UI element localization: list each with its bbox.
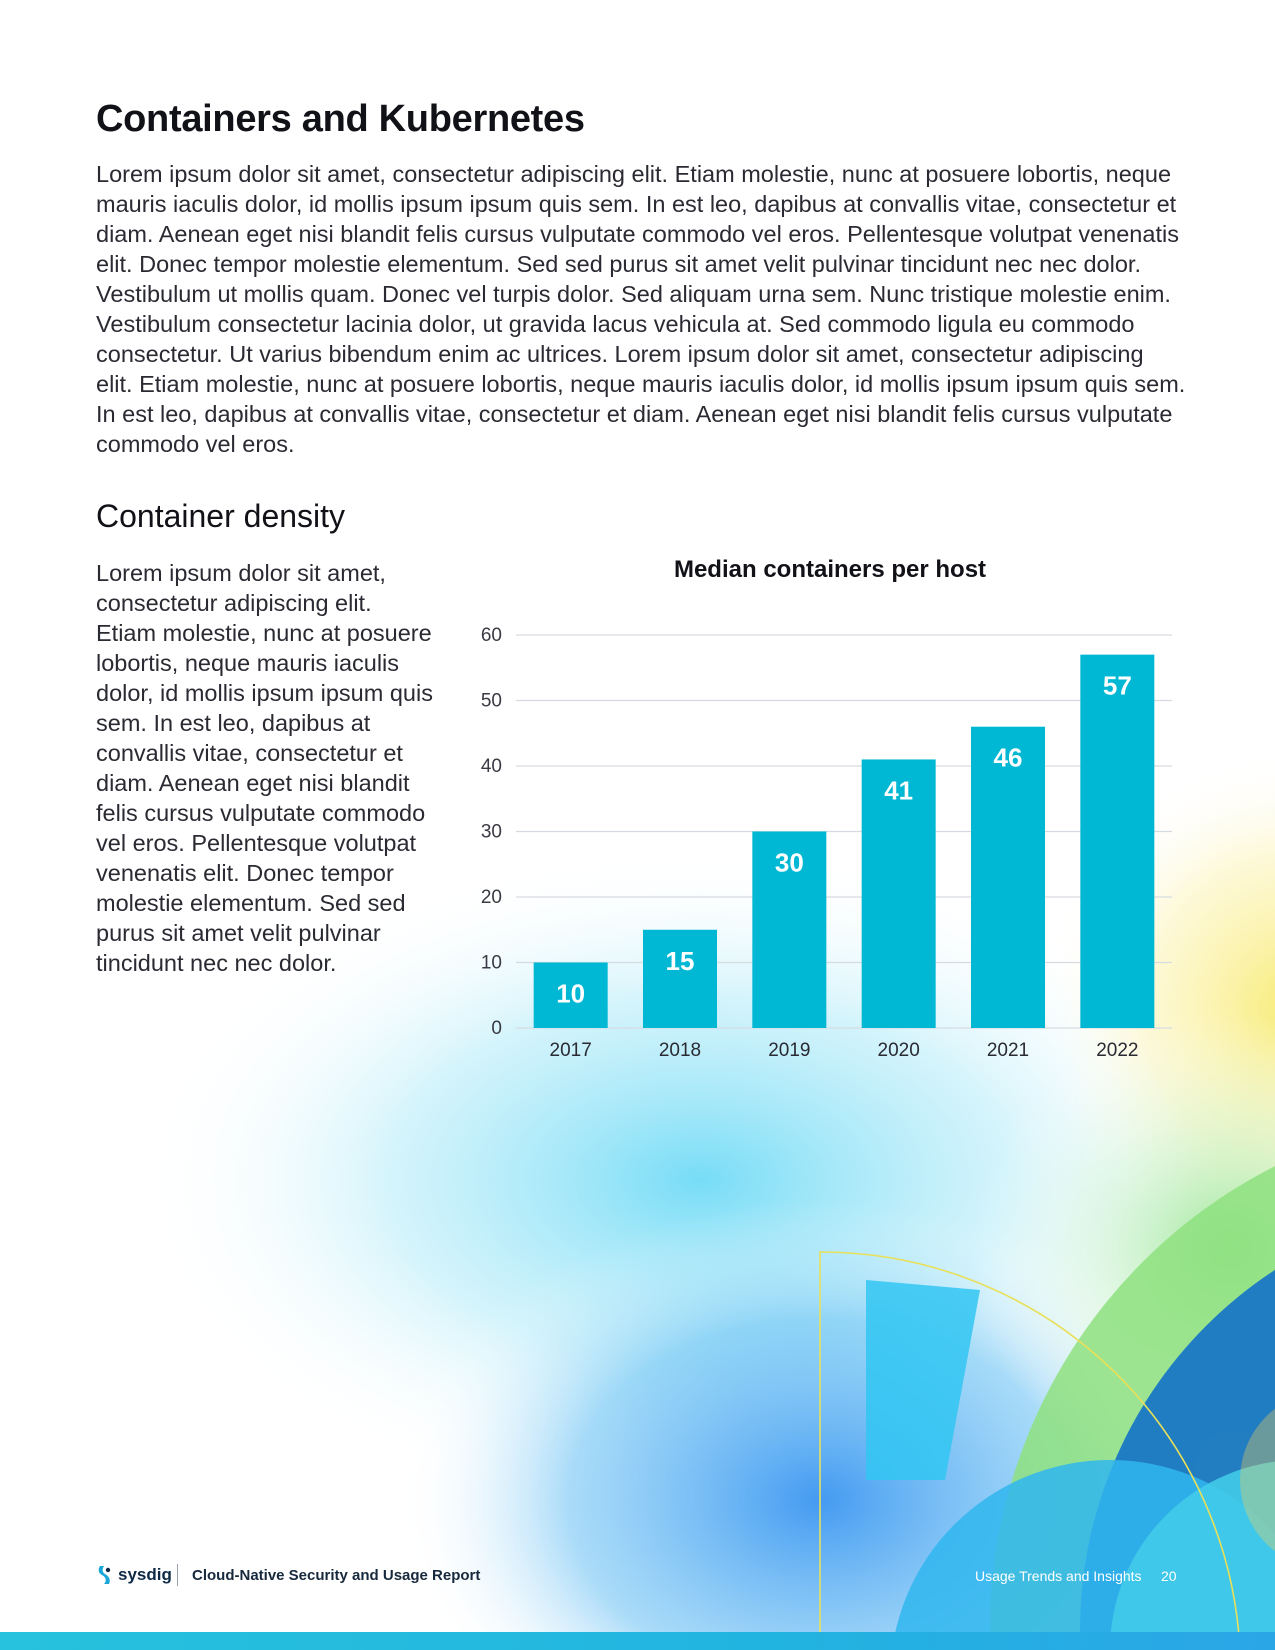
data-label: 46 — [993, 742, 1023, 773]
page-number: 20 — [1161, 1568, 1177, 1584]
brand-name: sysdig — [118, 1565, 172, 1584]
bar — [643, 930, 717, 1028]
chart-title: Median containers per host — [673, 556, 987, 583]
footer-divider — [177, 1564, 178, 1586]
report-title: Cloud-Native Security and Usage Report — [192, 1567, 481, 1584]
data-label: 41 — [884, 775, 914, 806]
y-tick-label: 60 — [480, 625, 502, 646]
x-tick-label: 2017 — [549, 1040, 592, 1061]
x-tick-label: 2018 — [658, 1040, 702, 1061]
section-paragraph: Lorem ipsum dolor sit amet, consectetur adipiscing elit. Etiam molestie, nunc at posuere lobortis, neque mauris iaculis dolor, id mollis ipsum ipsum quis sem. In est leo, dapibus at convallis vitae, consectetur et diam. Aenean eget nisi blandit felis cursus vulputate commodo vel eros. Pellentesque volutpat venenatis elit. Donec tempor molestie elementum. Sed sed purus sit amet velit pulvinar tincidunt nec nec dolor. — [96, 560, 433, 976]
section-title: Usage Trends and Insights — [975, 1568, 1142, 1584]
x-tick-label: 2020 — [877, 1040, 920, 1061]
x-tick-label: 2022 — [1096, 1040, 1139, 1061]
data-label: 15 — [665, 945, 695, 976]
bar — [1080, 655, 1154, 1028]
sysdig-logo — [96, 1560, 172, 1590]
x-tick-label: 2019 — [768, 1040, 811, 1061]
y-tick-label: 0 — [491, 1018, 502, 1039]
y-tick-label: 40 — [480, 756, 502, 777]
section-heading: Container density — [96, 498, 346, 534]
bar-chart — [470, 610, 1180, 1070]
data-label: 57 — [1102, 670, 1132, 701]
data-label: 30 — [774, 847, 804, 878]
y-tick-label: 50 — [480, 690, 502, 712]
y-tick-label: 10 — [480, 952, 502, 974]
bottom-accent-bar — [0, 1632, 1275, 1650]
sysdig-logo-icon — [96, 1564, 114, 1586]
y-tick-label: 30 — [480, 821, 502, 843]
page-title: Containers and Kubernetes — [96, 98, 585, 140]
y-tick-label: 20 — [480, 887, 502, 908]
data-label: 10 — [556, 978, 586, 1009]
intro-paragraph: Lorem ipsum dolor sit amet, consectetur adipiscing elit. Etiam molestie, nunc at posuere lobortis, neque mauris iaculis dolor, id mollis ipsum ipsum quis sem. In est leo, dapibus at convallis vitae, consectetur et diam. Aenean eget nisi blandit felis cursus vulputate commodo vel eros. Pellentesque volutpat venenatis elit. Donec tempor molestie elementum. Sed sed purus sit amet velit pulvinar tincidunt nec nec dolor. Vestibulum ut mollis quam. Donec vel turpis dolor. Sed aliquam urna sem. Nunc tristique molestie enim. Vestibulum consectetur lacinia dolor, ut gravida lacus vehicula at. Sed commodo ligula eu commodo consectetur. Ut varius bibendum enim ac ultrices. Lorem ipsum dolor sit amet, consectetur adipiscing elit. Etiam molestie, nunc at posuere lobortis, neque mauris iaculis dolor, id mollis ipsum ipsum quis sem. In est leo, dapibus at convallis vitae, consectetur et diam. Aenean eget nisi blandit felis cursus vulputate commodo vel eros. — [96, 161, 1186, 457]
x-tick-label: 2021 — [986, 1040, 1030, 1061]
